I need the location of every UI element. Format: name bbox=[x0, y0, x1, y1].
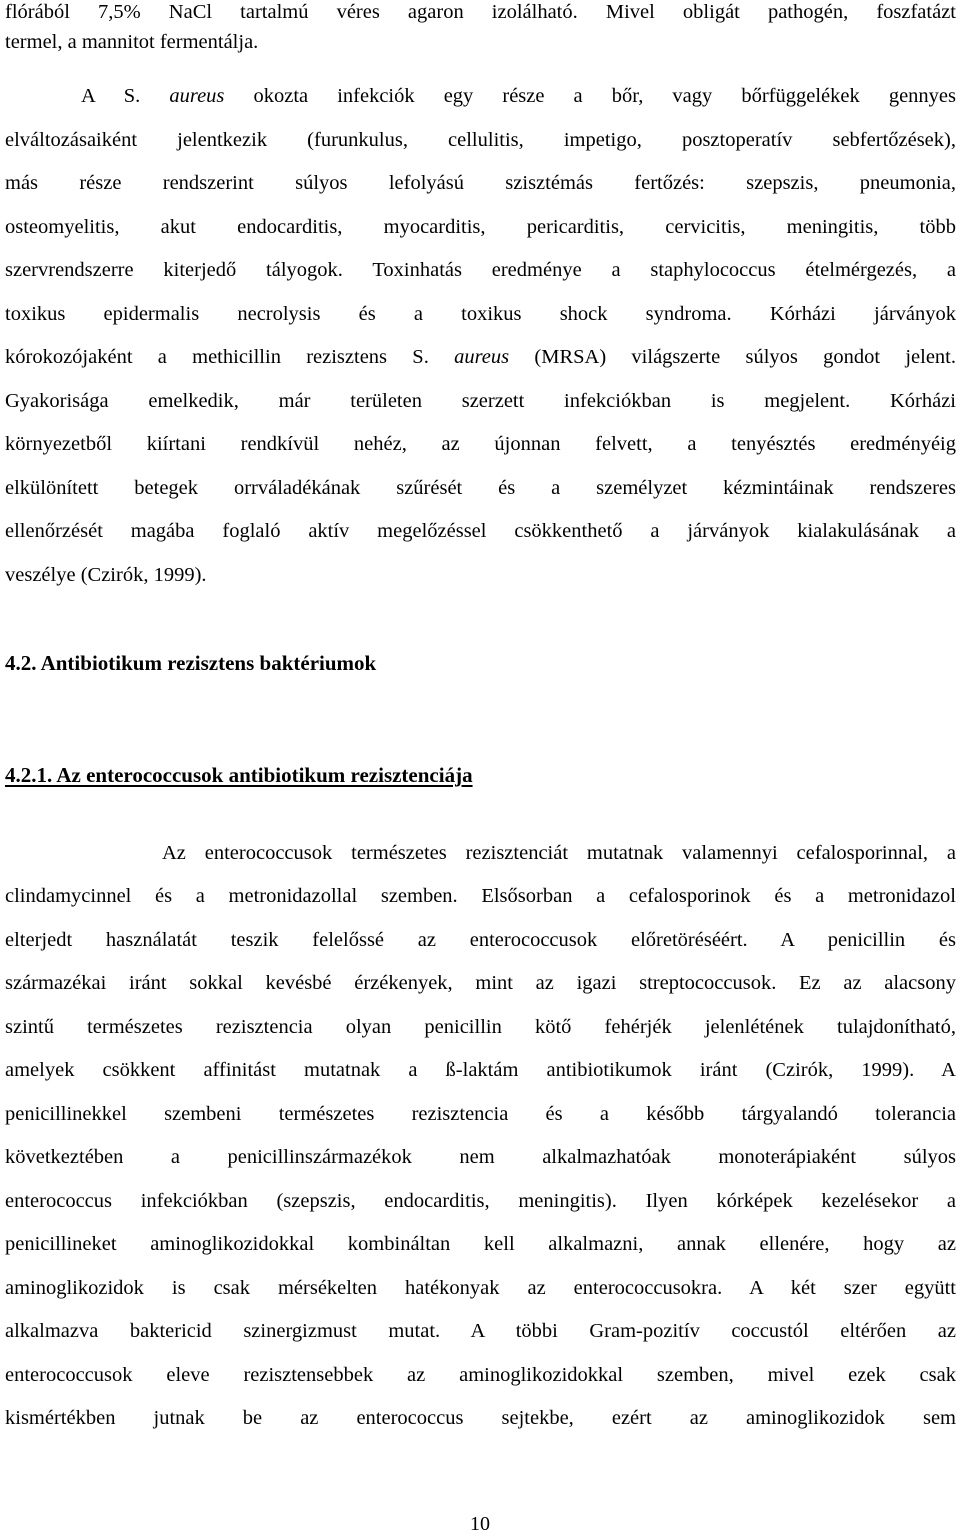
paragraph-2-line-6: toxikus epidermalis necrolysis és a toxikus shock syndroma. Kórházi járványok bbox=[5, 303, 956, 325]
paragraph-3-line-9: enterococcus infekciókban (szepszis, endocarditis, meningitis). Ilyen kórképek kezelésekor a bbox=[5, 1190, 956, 1212]
page-number: 10 bbox=[470, 1513, 490, 1535]
paragraph-3-line-11: aminoglikozidok is csak mérsékelten hatékonyak az enterococcusokra. A két szer együtt bbox=[5, 1277, 956, 1299]
paragraph-3-line-7: penicillinekkel szembeni természetes rezisztencia és a később tárgyalandó tolerancia bbox=[5, 1103, 956, 1125]
paragraph-3-line-6: amelyek csökkent affinitást mutatnak a ß-laktám antibiotikumok iránt (Czirók, 1999). A bbox=[5, 1059, 956, 1081]
paragraph-3-line-14: kismértékben jutnak be az enterococcus sejtekbe, ezért az aminoglikozidok sem bbox=[5, 1407, 956, 1429]
paragraph-3-line-12: alkalmazva baktericid szinergizmust mutat. A többi Gram-pozitív coccustól eltérően az bbox=[5, 1320, 956, 1342]
paragraph-3-line-8: következtében a penicillinszármazékok nem alkalmazhatóak monoterápiaként súlyos bbox=[5, 1146, 956, 1168]
paragraph-3-line-1: Az enterococcusok természetes rezisztenciát mutatnak valamennyi cefalosporinnal, a bbox=[162, 842, 956, 864]
paragraph-3-line-5: szintű természetes rezisztencia olyan penicillin kötő fehérjék jelenlétének tulajdonítható, bbox=[5, 1016, 956, 1038]
text-fragment: A S. bbox=[81, 85, 170, 107]
paragraph-2-line-5: szervrendszerre kiterjedő tályogok. Toxinhatás eredménye a staphylococcus ételmérgezés, a bbox=[5, 259, 956, 281]
paragraph-2-line-9: környezetből kiírtani rendkívül nehéz, az újonnan felvett, a tenyésztés eredményéig bbox=[5, 433, 956, 455]
section-heading: 4.2. Antibiotikum rezisztens baktériumok bbox=[5, 651, 377, 675]
paragraph-1-line-1: flórából 7,5% NaCl tartalmú véres agaron izolálható. Mivel obligát pathogén, foszfatázt bbox=[5, 1, 956, 23]
paragraph-2-line-8: Gyakorisága emelkedik, már területen szerzett infekciókban is megjelent. Kórházi bbox=[5, 390, 956, 412]
paragraph-1-line-2: termel, a mannitot fermentálja. bbox=[5, 31, 259, 53]
paragraph-3-line-13: enterococcusok eleve rezisztensebbek az aminoglikozidokkal szemben, mivel ezek csak bbox=[5, 1364, 956, 1386]
paragraph-2-line-3: más része rendszerint súlyos lefolyású szisztémás fertőzés: szepszis, pneumonia, bbox=[5, 172, 956, 194]
text-fragment: okozta infekciók egy része a bőr, vagy bőrfüggelékek gennyes bbox=[224, 85, 956, 107]
paragraph-2-line-7 bbox=[5, 341, 956, 373]
paragraph-3-line-10: penicillineket aminoglikozidokkal kombináltan kell alkalmazni, annak ellenére, hogy az bbox=[5, 1233, 956, 1255]
paragraph-2-line-10: elkülönített betegek orrváladékának szűrését és a személyzet kézmintáinak rendszeres bbox=[5, 477, 956, 499]
italic-species-name: aureus bbox=[454, 346, 510, 368]
paragraph-3-line-3: elterjedt használatát teszik felelőssé az enterococcusok előretöréséért. A penicillin és bbox=[5, 929, 956, 951]
paragraph-2-line-11: ellenőrzését magába foglaló aktív megelőzéssel csökkenthető a járványok kialakulásának a bbox=[5, 520, 956, 542]
paragraph-2-line-2: elváltozásaiként jelentkezik (furunkulus, cellulitis, impetigo, posztoperatív sebfertőzések), bbox=[5, 129, 956, 151]
paragraph-3-line-2: clindamycinnel és a metronidazollal szemben. Elsősorban a cefalosporinok és a metronidazol bbox=[5, 885, 956, 907]
paragraph-3-line-4: származékai iránt sokkal kevésbé érzékenyek, mint az igazi streptococcusok. Ez az alacsony bbox=[5, 972, 956, 994]
paragraph-2-line-4: osteomyelitis, akut endocarditis, myocarditis, pericarditis, cervicitis, meningitis, több bbox=[5, 216, 956, 238]
text-fragment: kórokozójaként a methicillin rezisztens S. bbox=[5, 346, 455, 368]
subsection-heading bbox=[5, 759, 473, 791]
text-fragment: (MRSA) világszerte súlyos gondot jelent. bbox=[509, 346, 956, 368]
italic-species-name: aureus bbox=[169, 85, 225, 107]
paragraph-2-line-12: veszélye (Czirók, 1999). bbox=[5, 564, 207, 586]
paragraph-2-line-1 bbox=[5, 80, 956, 112]
subsection-heading-text: 4.2.1. Az enterococcusok antibiotikum rezisztenciája bbox=[5, 763, 473, 787]
